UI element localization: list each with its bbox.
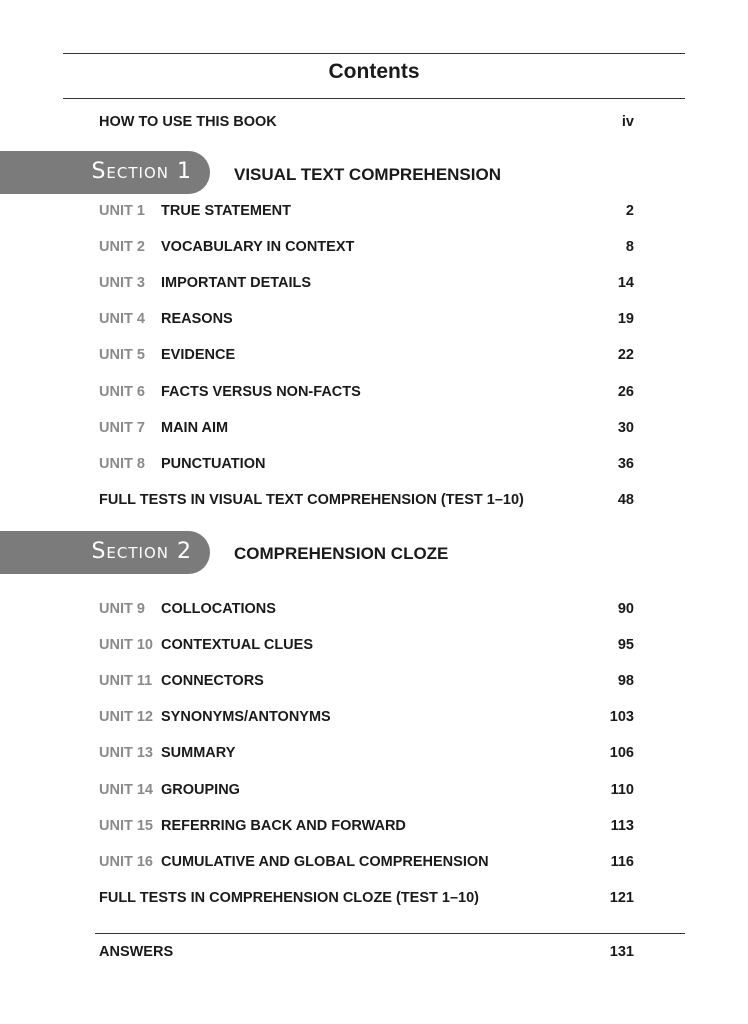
unit-number: UNIT 15	[99, 817, 153, 834]
unit-title: VOCABULARY IN CONTEXT	[161, 239, 355, 256]
entry-page: 116	[610, 853, 634, 870]
unit-title: CONNECTORS	[161, 673, 264, 690]
toc-entry-unit[interactable]	[99, 275, 634, 295]
entry-page: 2	[625, 203, 634, 219]
unit-title: COLLOCATIONS	[161, 601, 276, 617]
section-badge-label: Section 2	[91, 539, 192, 564]
unit-number: UNIT 11	[99, 673, 153, 690]
toc-entry-full-tests[interactable]	[99, 492, 634, 512]
toc-entry-unit[interactable]	[99, 601, 634, 621]
entry-page: 106	[609, 745, 634, 762]
entry-page: 110	[610, 781, 634, 798]
toc-entry-unit[interactable]	[99, 347, 634, 367]
entry-page: 30	[617, 419, 634, 436]
entry-page: 14	[617, 275, 634, 292]
toc-entry-unit[interactable]	[99, 637, 634, 657]
toc-entry-how-to-use[interactable]	[99, 114, 634, 134]
unit-number: UNIT 10	[99, 637, 153, 654]
unit-number: UNIT 2	[99, 239, 145, 256]
unit-title: MAIN AIM	[161, 419, 229, 436]
toc-entry-unit[interactable]	[99, 456, 634, 476]
entry-page: 36	[617, 455, 634, 472]
toc-entry-unit[interactable]	[99, 745, 634, 765]
entry-page: 26	[617, 383, 634, 400]
unit-title: SUMMARY	[161, 745, 236, 762]
toc-entry-unit[interactable]	[99, 709, 634, 729]
unit-title: REFERRING BACK AND FORWARD	[161, 817, 406, 834]
unit-title: FACTS VERSUS NON-FACTS	[161, 383, 361, 400]
unit-number: UNIT 7	[99, 419, 145, 436]
toc-entry-unit[interactable]	[99, 782, 634, 802]
top-rule	[63, 53, 685, 54]
section-1-badge	[0, 151, 210, 194]
section-2-heading: COMPREHENSION CLOZE	[234, 544, 449, 563]
entry-label: HOW TO USE THIS BOOK	[99, 114, 277, 130]
entry-label: ANSWERS	[99, 944, 174, 960]
entry-page: 113	[610, 817, 634, 834]
entry-page: 103	[609, 709, 634, 726]
unit-number: UNIT 4	[99, 311, 145, 328]
unit-number: UNIT 5	[99, 347, 145, 364]
entry-page: 131	[609, 944, 634, 960]
unit-number: UNIT 3	[99, 275, 145, 292]
entry-page: 8	[625, 239, 634, 256]
entry-label: FULL TESTS IN COMPREHENSION CLOZE (TEST 1–10)	[99, 889, 479, 906]
section-2-badge	[0, 531, 210, 574]
toc-entry-unit[interactable]	[99, 854, 634, 874]
unit-title: CUMULATIVE AND GLOBAL COMPREHENSION	[161, 853, 489, 870]
unit-title: PUNCTUATION	[161, 455, 266, 472]
entry-page: 48	[617, 491, 634, 508]
unit-title: IMPORTANT DETAILS	[161, 275, 312, 292]
unit-number: UNIT 16	[99, 853, 153, 870]
unit-number: UNIT 9	[99, 601, 145, 617]
entry-page: 22	[617, 347, 634, 364]
page-title: Contents	[328, 60, 420, 83]
unit-number: UNIT 8	[99, 455, 145, 472]
entry-page: iv	[621, 114, 634, 130]
unit-number: UNIT 14	[99, 781, 153, 798]
unit-title: EVIDENCE	[161, 347, 236, 364]
unit-title: TRUE STATEMENT	[161, 203, 291, 219]
unit-title: CONTEXTUAL CLUES	[161, 637, 313, 654]
unit-number: UNIT 13	[99, 745, 153, 762]
entry-page: 90	[617, 601, 634, 617]
answers-rule	[95, 933, 685, 934]
unit-title: GROUPING	[161, 781, 240, 798]
section-1-heading: VISUAL TEXT COMPREHENSION	[234, 165, 501, 184]
unit-number: UNIT 1	[99, 203, 145, 219]
toc-entry-unit[interactable]	[99, 384, 634, 404]
toc-entry-answers[interactable]	[99, 944, 634, 964]
entry-page: 98	[617, 673, 634, 690]
toc-entry-unit[interactable]	[99, 203, 634, 223]
toc-entry-unit[interactable]	[99, 239, 634, 259]
unit-title: REASONS	[161, 311, 233, 328]
toc-entry-unit[interactable]	[99, 311, 634, 331]
toc-entry-unit[interactable]	[99, 673, 634, 693]
unit-number: UNIT 12	[99, 709, 153, 726]
toc-entry-full-tests[interactable]	[99, 890, 634, 910]
unit-number: UNIT 6	[99, 383, 145, 400]
entry-label: FULL TESTS IN VISUAL TEXT COMPREHENSION (TEST 1–10)	[99, 491, 524, 508]
toc-entry-unit[interactable]	[99, 420, 634, 440]
entry-page: 121	[609, 889, 634, 906]
section-badge-label: Section 1	[91, 159, 192, 184]
toc-entry-unit[interactable]	[99, 818, 634, 838]
title-rule	[63, 98, 685, 99]
entry-page: 95	[617, 637, 634, 654]
entry-page: 19	[617, 311, 634, 328]
unit-title: SYNONYMS/ANTONYMS	[161, 709, 331, 726]
